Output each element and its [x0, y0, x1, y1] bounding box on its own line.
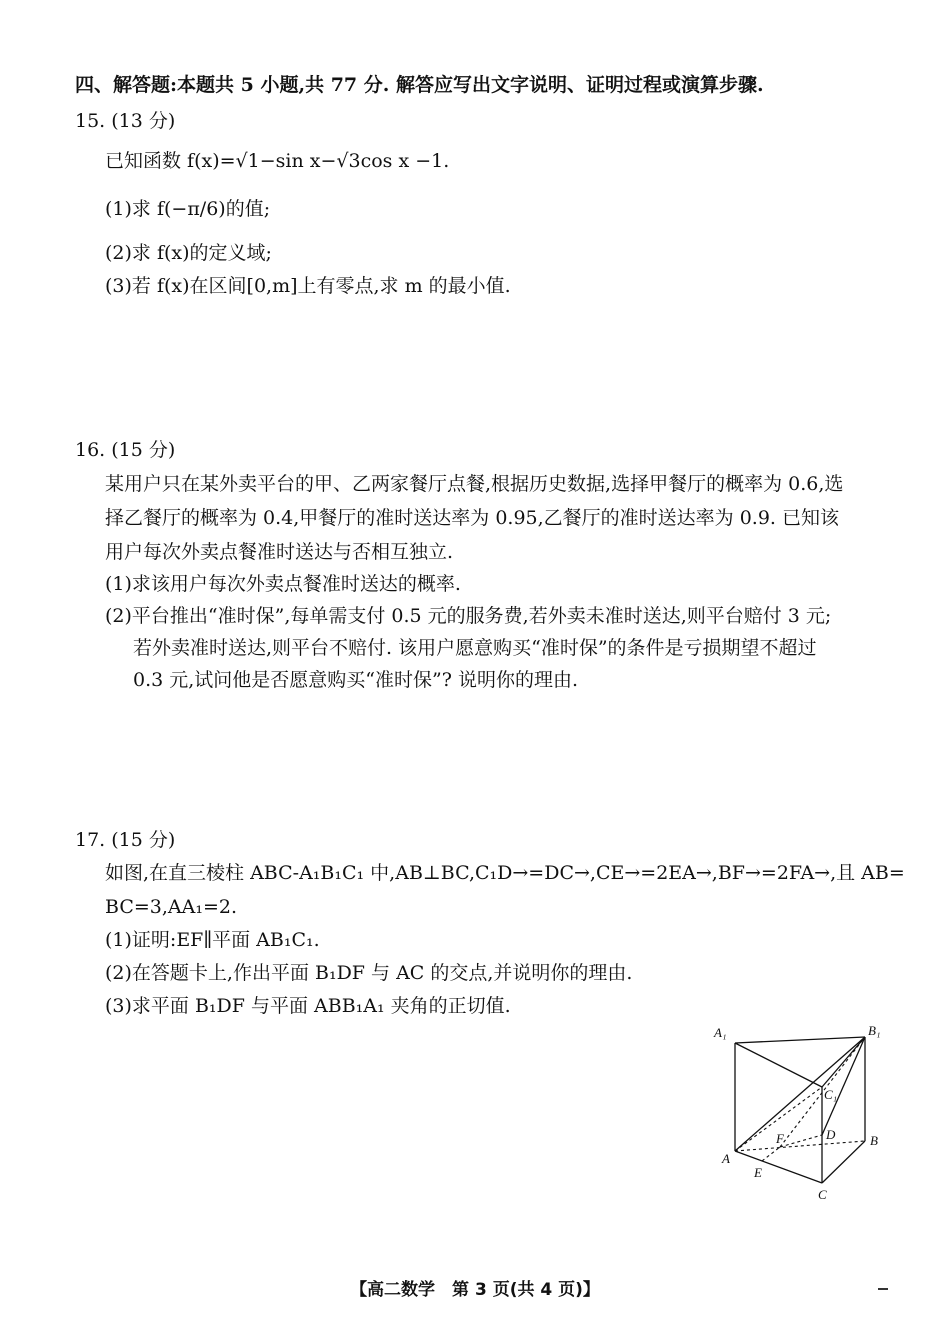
label-f: F	[776, 1131, 784, 1146]
q17-body-line1: 如图,在直三棱柱 ABC-A₁B₁C₁ 中,AB⊥BC,C₁D→=DC→,CE→=2EA→,BF→=2FA→,且 AB=	[105, 862, 905, 884]
edge-a1-b1	[735, 1037, 865, 1043]
q17-header: 17. (15 分)	[75, 829, 176, 851]
q16-body-line3: 用户每次外卖点餐准时送达与否相互独立.	[105, 541, 454, 563]
q17-part2: (2)在答题卡上,作出平面 B₁DF 与 AC 的交点,并说明你的理由.	[105, 962, 633, 984]
label-e: E	[754, 1165, 762, 1180]
section-heading: 四、解答题:本题共 5 小题,共 77 分. 解答应写出文字说明、证明过程或演算步骤.	[75, 74, 764, 96]
q16-part1: (1)求该用户每次外卖点餐准时送达的概率.	[105, 573, 461, 595]
corner-mark	[878, 1288, 888, 1290]
q16-body-line2: 择乙餐厅的概率为 0.4,甲餐厅的准时送达率为 0.95,乙餐厅的准时送达率为 0.9. 已知该	[105, 507, 840, 529]
q15-header: 15. (13 分)	[75, 110, 176, 132]
label-a: A	[722, 1151, 730, 1166]
label-d: D	[826, 1127, 836, 1142]
prism-figure	[700, 1015, 900, 1215]
segment-d-b1	[822, 1037, 865, 1135]
segment-a-b1	[735, 1037, 865, 1151]
q16-part2-line1: (2)平台推出“准时保”,每单需支付 0.5 元的服务费,若外卖未准时送达,则平台赔付 3 元;	[105, 605, 832, 627]
q16-part2-line3: 0.3 元,试问他是否愿意购买“准时保”? 说明你的理由.	[133, 669, 578, 691]
label-a1: A₁	[714, 1025, 727, 1040]
page-footer: 【高二数学 第 3 页(共 4 页)】	[350, 1280, 600, 1300]
q15-part1: (1)求 f(−π/6)的值;	[105, 198, 271, 220]
edge-b-c	[822, 1141, 865, 1183]
q17-part3: (3)求平面 B₁DF 与平面 ABB₁A₁ 夹角的正切值.	[105, 995, 511, 1017]
label-c: C	[818, 1187, 827, 1202]
segment-e-f-hidden	[762, 1147, 780, 1161]
q17-body-line2: BC=3,AA₁=2.	[105, 896, 238, 918]
q15-part3: (3)若 f(x)在区间[0,m]上有零点,求 m 的最小值.	[105, 275, 511, 297]
edge-a-c	[735, 1151, 822, 1183]
label-b: B	[870, 1133, 878, 1148]
edge-b1-c1	[822, 1037, 865, 1087]
q16-body-line1: 某用户只在某外卖平台的甲、乙两家餐厅点餐,根据历史数据,选择甲餐厅的概率为 0.6,选	[105, 473, 844, 495]
q15-given: 已知函数 f(x)=√1−sin x−√3cos x −1.	[105, 150, 450, 172]
q15-part2: (2)求 f(x)的定义域;	[105, 242, 272, 264]
label-c1: C₁	[824, 1087, 838, 1102]
q16-header: 16. (15 分)	[75, 439, 176, 461]
label-b1: B₁	[868, 1023, 881, 1038]
q16-part2-line2: 若外卖准时送达,则平台不赔付. 该用户愿意购买“准时保”的条件是亏损期望不超过	[133, 637, 817, 659]
edge-a1-c1	[735, 1043, 822, 1087]
q17-part1: (1)证明:EF∥平面 AB₁C₁.	[105, 929, 320, 951]
edge-a-b-hidden	[735, 1141, 865, 1151]
